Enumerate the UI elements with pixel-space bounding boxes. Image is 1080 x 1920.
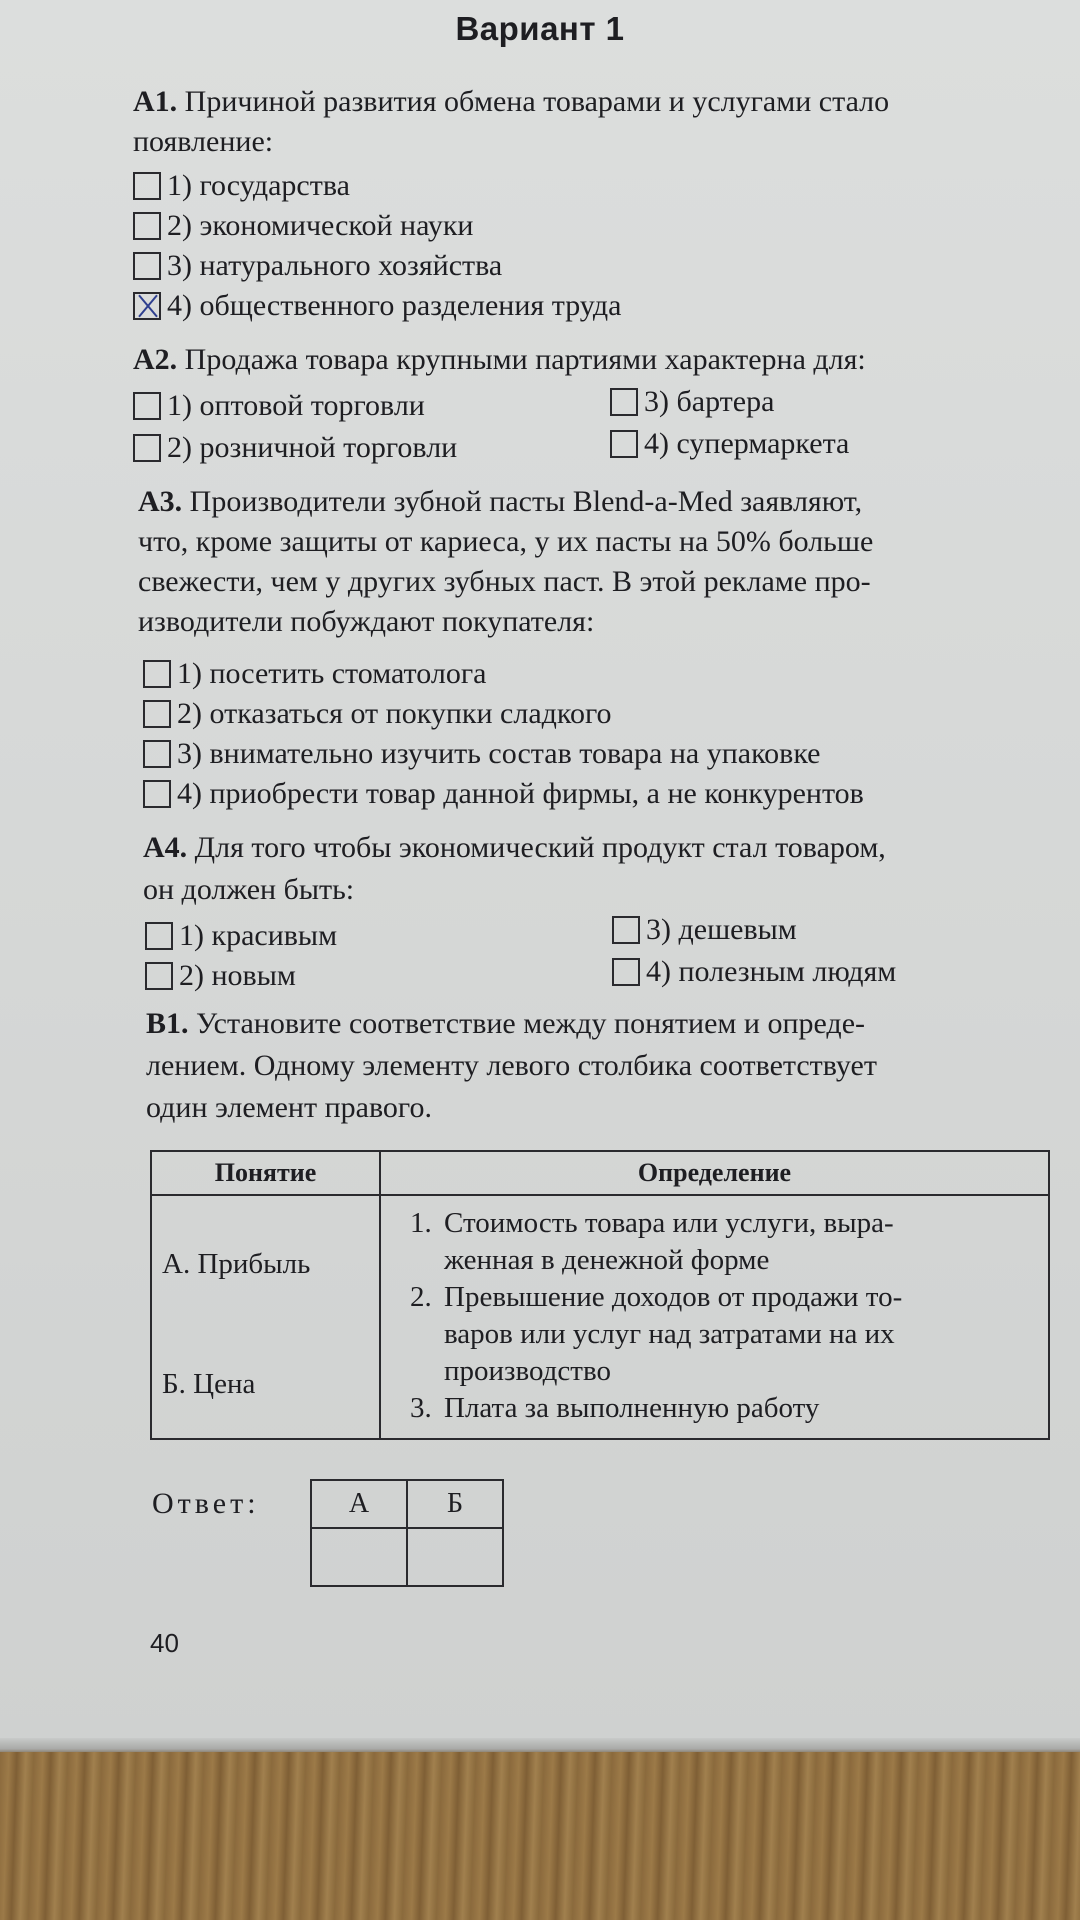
question-b1-label: В1.: [146, 1007, 189, 1040]
checkbox[interactable]: [145, 922, 173, 950]
definition-2: [410, 1279, 1037, 1390]
question-b1-text-1: Установите соответствие между понятием и опреде-: [196, 1007, 865, 1040]
concept-a: А. Прибыль: [162, 1248, 311, 1280]
option-label: 4) общественного разделения труда: [167, 289, 622, 322]
option-label: 4) супермаркета: [644, 427, 850, 460]
matching-table-header: [151, 1151, 1049, 1195]
question-a3-line1: [138, 484, 862, 520]
definition-1: [410, 1205, 1037, 1279]
question-b1-text-3: один элемент правого.: [146, 1091, 432, 1124]
checkbox[interactable]: [143, 780, 171, 808]
question-a3-text-2: что, кроме защиты от кариеса, у их пасты на 50% больше: [138, 525, 874, 558]
option-label: 3) внимательно изучить состав товара на упаковке: [177, 737, 821, 770]
question-a3-label: А3.: [138, 485, 183, 518]
definition-line: Стоимость товара или услуги, выра-: [444, 1207, 894, 1239]
checkbox[interactable]: [610, 430, 638, 458]
definition-line: Превышение доходов от продажи то-: [444, 1281, 903, 1313]
question-a3-text-1: Производители зубной пасты Blend-a-Med заявляют,: [189, 485, 863, 518]
question-b1-line1: [146, 1006, 865, 1042]
definition-line: производство: [444, 1355, 611, 1387]
concept-column: [151, 1195, 380, 1439]
question-a2-label: А2.: [133, 343, 178, 376]
a3-option-3[interactable]: [143, 736, 820, 772]
checkbox-checked[interactable]: [133, 292, 161, 320]
checkbox[interactable]: [143, 740, 171, 768]
checkbox[interactable]: [133, 392, 161, 420]
option-label: 1) посетить стоматолога: [177, 657, 487, 690]
answer-cell-a[interactable]: [311, 1528, 407, 1586]
option-label: 2) розничной торговли: [167, 431, 458, 464]
header-concept: Понятие: [151, 1151, 380, 1195]
page-number: 40: [150, 1628, 179, 1658]
answer-cell-b[interactable]: [407, 1528, 503, 1586]
question-a1-line1: [133, 84, 889, 120]
definition-number: 2.: [410, 1281, 432, 1313]
question-a1-text-2: появление:: [133, 125, 274, 158]
option-label: 2) новым: [179, 959, 296, 992]
a4-option-4[interactable]: [612, 954, 896, 990]
checkbox[interactable]: [612, 958, 640, 986]
checkbox[interactable]: [133, 212, 161, 240]
a2-option-2[interactable]: [133, 430, 457, 466]
question-a4-text-1: Для того чтобы экономический продукт стал товаром,: [194, 831, 886, 864]
a1-option-3[interactable]: [133, 248, 502, 284]
a4-option-1[interactable]: [145, 918, 337, 954]
checkbox[interactable]: [612, 916, 640, 944]
option-label: 1) оптовой торговли: [167, 389, 425, 422]
question-a3-text-4: изводители побуждают покупателя:: [138, 605, 595, 638]
a1-option-1[interactable]: [133, 168, 350, 204]
definition-number: 3.: [410, 1392, 432, 1424]
option-label: 4) приобрести товар данной фирмы, а не конкурентов: [177, 777, 864, 810]
a4-option-2[interactable]: [145, 958, 296, 994]
question-a3-text-3: свежести, чем у других зубных паст. В этой рекламе про-: [138, 565, 871, 598]
question-a4-label: А4.: [143, 831, 188, 864]
checkbox[interactable]: [133, 172, 161, 200]
question-a4-text-2: он должен быть:: [143, 873, 355, 906]
question-a2-text: Продажа товара крупными партиями характерна для:: [184, 343, 866, 376]
checkbox[interactable]: [133, 434, 161, 462]
option-label: 3) бартера: [644, 385, 775, 418]
a3-option-1[interactable]: [143, 656, 486, 692]
a3-option-2[interactable]: [143, 696, 612, 732]
checkbox[interactable]: [143, 660, 171, 688]
header-definition: Определение: [380, 1151, 1049, 1195]
a1-option-2[interactable]: [133, 208, 474, 244]
checkbox[interactable]: [610, 388, 638, 416]
definition-line: варов или услуг над затратами на их: [444, 1318, 895, 1350]
wooden-table-surface: [0, 1752, 1080, 1920]
option-label: 4) полезным людям: [646, 955, 897, 988]
question-b1-text-2: лением. Одному элементу левого столбика соответствует: [146, 1049, 877, 1082]
question-a4-line1: [143, 830, 886, 866]
concept-b: Б. Цена: [162, 1368, 256, 1400]
a4-option-3[interactable]: [612, 912, 797, 948]
checkbox[interactable]: [133, 252, 161, 280]
a1-option-4[interactable]: [133, 288, 621, 324]
option-label: 1) государства: [167, 169, 350, 202]
a2-option-1[interactable]: [133, 388, 425, 424]
definition-line: женная в денежной форме: [444, 1244, 770, 1276]
option-label: 1) красивым: [179, 919, 338, 952]
variant-title: Вариант 1: [455, 10, 625, 47]
matching-table: [150, 1150, 1050, 1440]
definition-number: 1.: [410, 1207, 432, 1239]
a3-option-4[interactable]: [143, 776, 864, 812]
answer-column-b: Б: [407, 1480, 503, 1528]
definition-3: [410, 1390, 1037, 1427]
option-label: 3) натурального хозяйства: [167, 249, 503, 282]
answer-column-a: А: [311, 1480, 407, 1528]
definition-line: Плата за выполненную работу: [444, 1392, 820, 1424]
checkbox[interactable]: [143, 700, 171, 728]
a2-option-3[interactable]: [610, 384, 774, 420]
option-label: 2) экономической науки: [167, 209, 474, 242]
checkbox[interactable]: [145, 962, 173, 990]
question-a2-line1: [133, 342, 866, 378]
answer-grid: [310, 1479, 504, 1587]
option-label: 3) дешевым: [646, 913, 797, 946]
definition-column: [380, 1195, 1049, 1439]
matching-table-body: [151, 1195, 1049, 1439]
option-label: 2) отказаться от покупки сладкого: [177, 697, 612, 730]
answer-label: Ответ:: [152, 1487, 260, 1520]
a2-option-4[interactable]: [610, 426, 849, 462]
question-a1-label: А1.: [133, 85, 178, 118]
question-a1-text-1: Причиной развития обмена товарами и услугами стало: [184, 85, 890, 118]
